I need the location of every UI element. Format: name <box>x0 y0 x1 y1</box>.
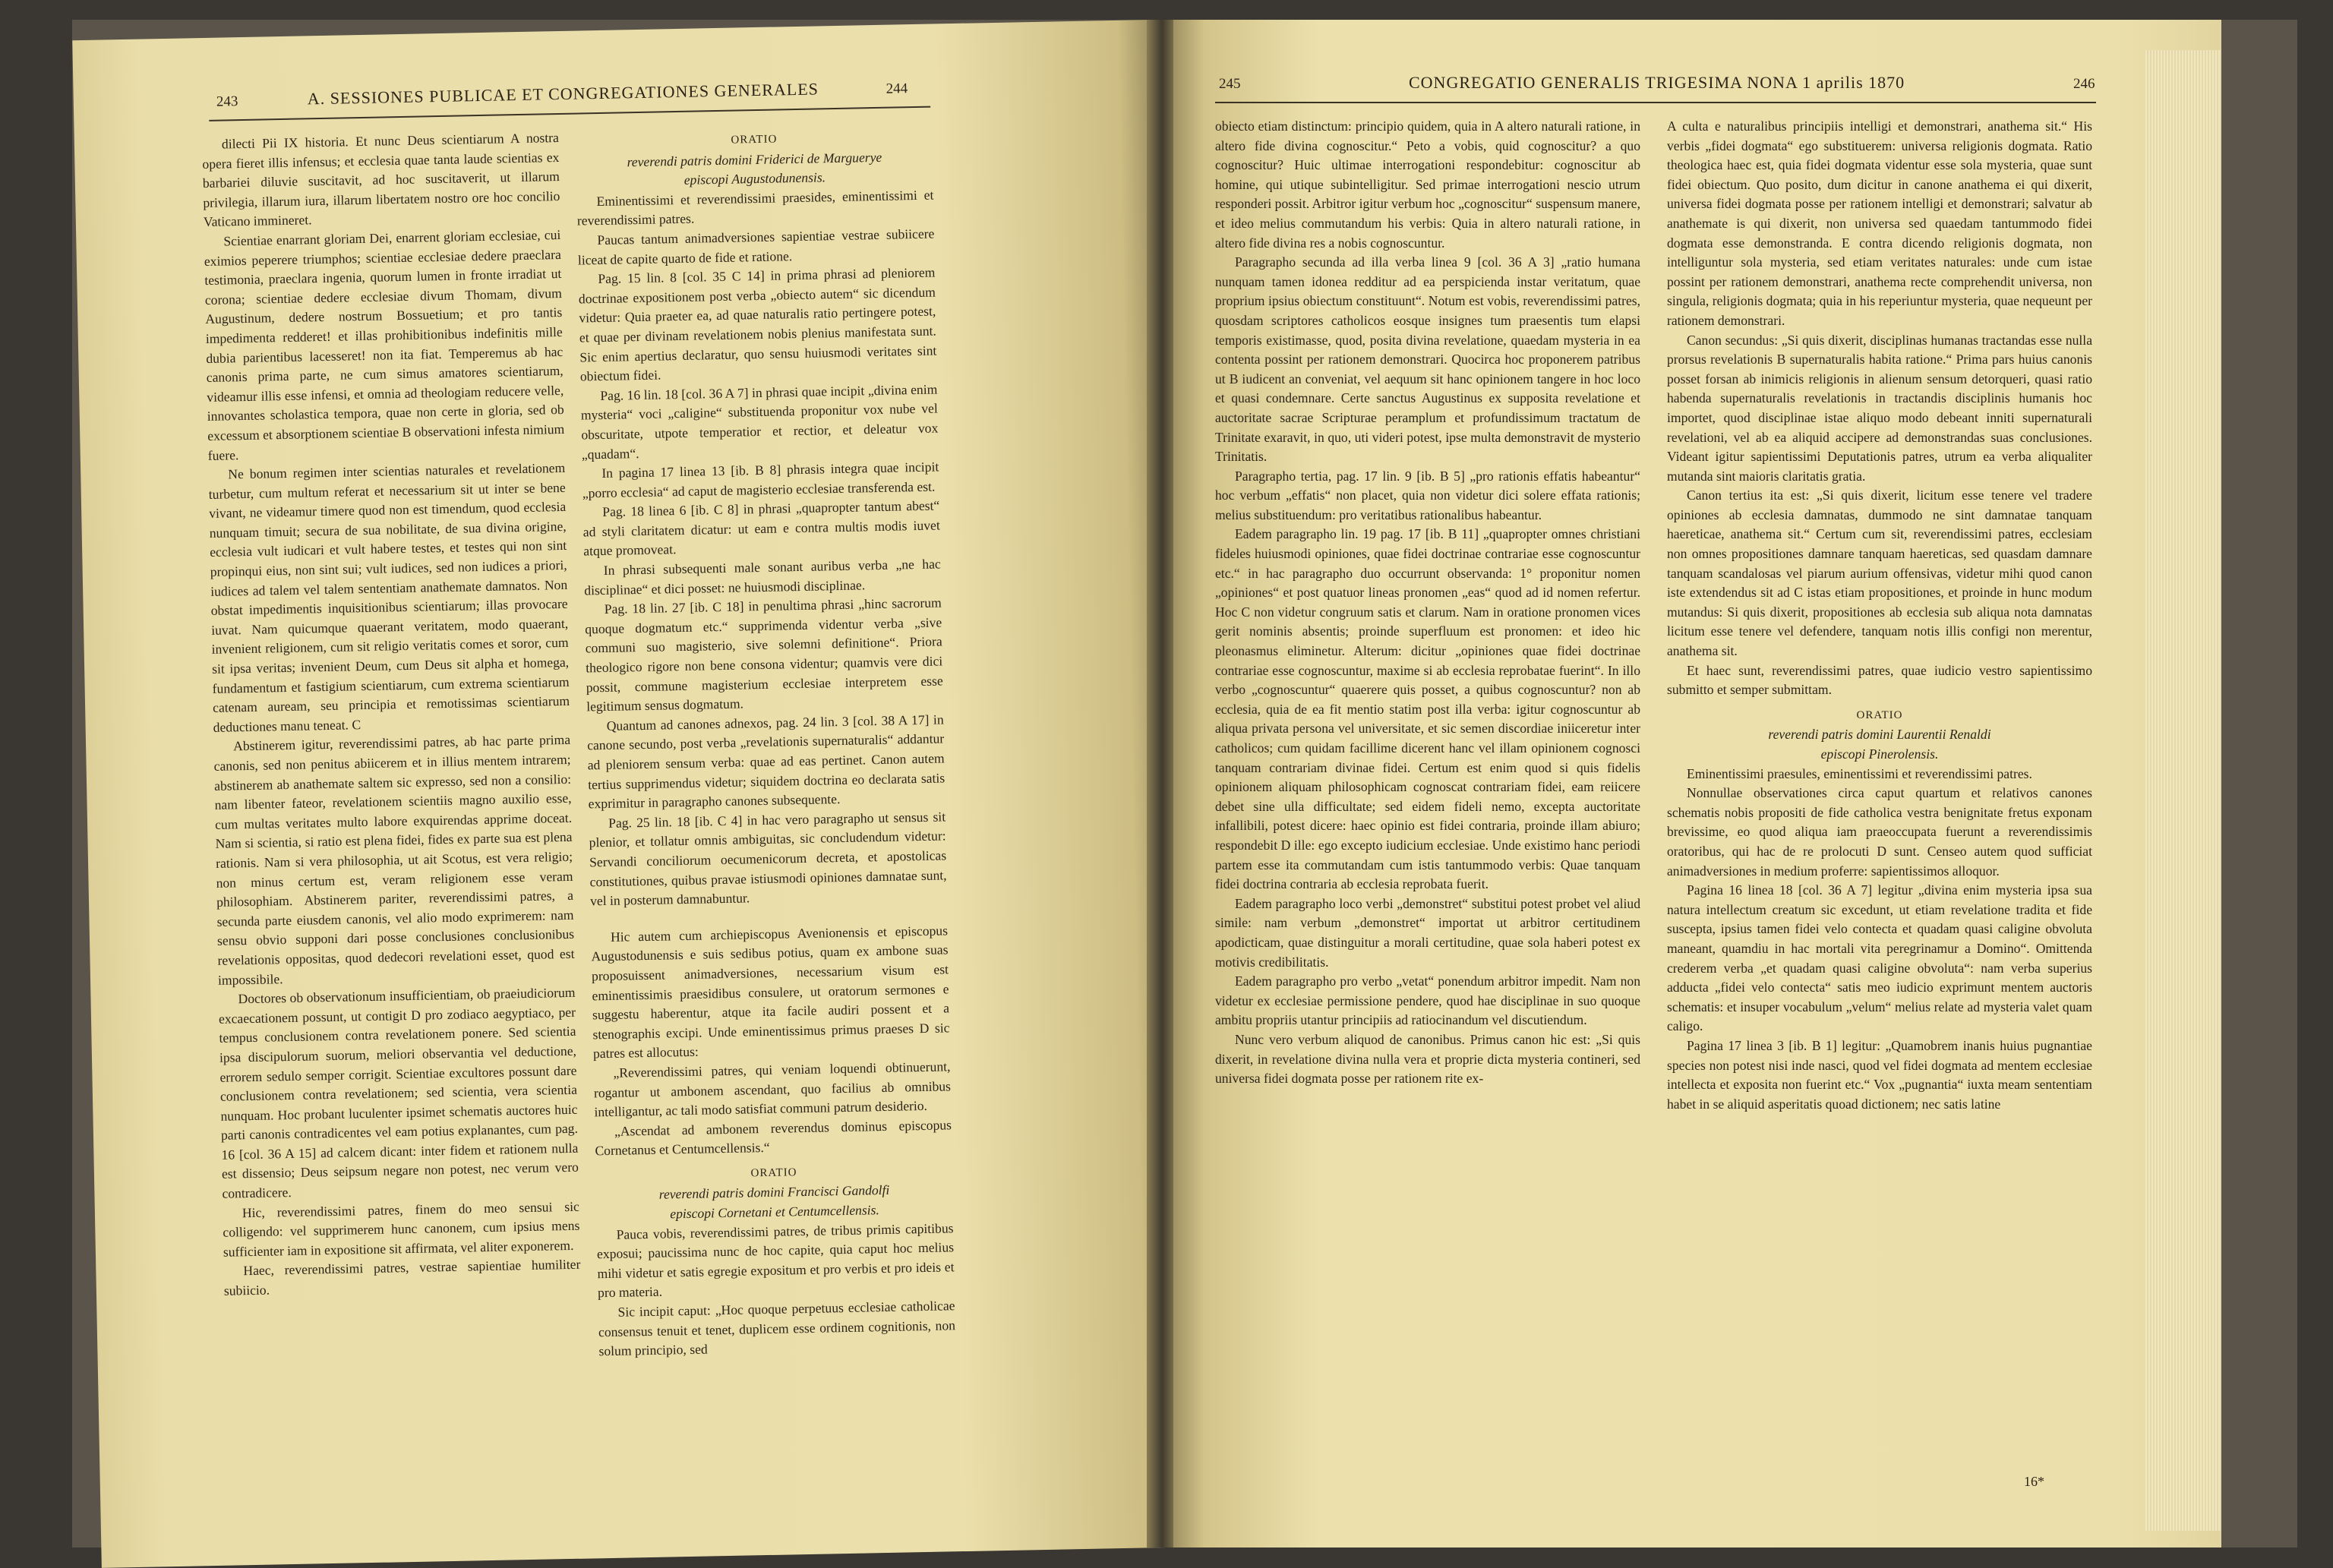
paragraph: Pag. 16 lin. 18 [col. 36 A 7] in phrasi quae incipit „divina enim mysteria“ voci „caligine“ substituenda proponitur vox nube vel obscuritate, utpote temperatior et rectior, et deleatur vox „quadam“. <box>580 381 939 462</box>
paragraph: Paucas tantum animadversiones sapientiae vestrae subiicere liceat de capite quarto de fide et ratione. <box>577 226 935 268</box>
right-column-2 <box>1667 117 2092 1114</box>
left-column-2 <box>576 121 956 1362</box>
paragraph: Nunc vero verbum aliquod de canonibus. Primus canon hic est: „Si quis dixerit, in revelatione divina nulla vera et proprie dicta mysteria contineri, sed universa fidei dogmata posse per rationem rite ex- <box>1215 1031 1640 1087</box>
left-page <box>72 20 1179 1568</box>
book-spread <box>72 20 2297 1547</box>
oratio-heading: ORATIO <box>750 1166 797 1180</box>
oratio-heading: ORATIO <box>731 133 778 147</box>
paragraph: „Ascendat ad ambonem reverendus dominus episcopus Cornetanus et Centumcellensis.“ <box>595 1116 952 1159</box>
paragraph: Pagina 17 linea 3 [ib. B 1] legitur: „Quamobrem inanis huius pugnantiae species non potest nisi inde nasci, quod vel fidei dogmata ad mentem ecclesiae intellecta et exposita non fuerint etc.“ Vox „pugnantia“ iuxta meam sententiam habet in se aliquid asperitatis quoad dictionem; nec satis latine <box>1667 1037 2092 1112</box>
paragraph: Pag. 18 linea 6 [ib. C 8] in phrasi „quapropter tantum abest“ ad styli claritatem dicatur: ut eam e contra multis modis iuvet atque promoveat. <box>582 497 940 559</box>
left-column-1 <box>202 128 581 1301</box>
left-running-head: A. SESSIONES PUBLICAE ET CONGREGATIONES GENERALES <box>307 79 819 109</box>
signature-mark: 16* <box>2024 1474 2044 1489</box>
paragraph: Eadem paragrapho lin. 19 pag. 17 [ib. B 11] „quapropter omnes christiani fideles huiusmodi opiniones, quae fidei doctrinae contrariae esse cognoscuntur etc.“ in hac paragrapho duo occurrunt observanda: 1° proponitur nomen „opiniones“ et post quatuor lineas pronomen „eas“ quod ad id nomen refertur. Hoc C non videtur congruum satis et clarum. Nam in oratione pronomen vices gerit nominis absentis; proinde superfluum est pronomen: et ideo hic pleonasmus eliminetur. Alterum: dicitur „opiniones quae fidei doctrinae contrariae esse cognoscuntur, maxime si ab ecclesia reprobatae fuerint“. In illo verbo „cognoscuntur“ quaerere quis posset, a quibus cognoscuntur? non ab ecclesia, quia de ea fit mentio statim post illa verba: igitur cognoscuntur ab aliqua privata persona vel universitate, et sic semen discordiae iniiceretur inter catholicos; cum quidam facillime dicerent hanc vel illam opinionem cognosci tanquam contrariam divinae fidei. Certum est enim quod si quis fidelis opinionem aliquam philosophicam cognoscat contrariam fidei, eam reiicere debet sine ulla difficultate; sed eidem fideli nemo, excepta auctoritate infallibili, potest dicere: haec opinio est fidei contraria, proinde illam abiuro; respondebit D ille: ego excepto iudicium ecclesiae. Unde existimo hanc periodi partem esse ita commutandam cum istis tantummodo verbis: Quae tanquam fidei doctrina contraria ab ecclesia reprobata fuerit. <box>1215 526 1640 892</box>
left-page-number-b: 244 <box>886 80 908 97</box>
paragraph: Hic, reverendissimi patres, finem do meo sensui sic colligendo: vel supprimerem hunc canonem, cum ipsius mens sufficienter iam in expositione sit affirmata, vel aliter exponerem. <box>223 1198 580 1260</box>
orator-line: episcopi Augustodunensis. <box>683 169 826 188</box>
right-page <box>1173 20 2221 1547</box>
right-column-1 <box>1215 117 1640 1089</box>
right-page-number-b: 246 <box>2073 76 2095 92</box>
paragraph: Quantum ad canones adnexos, pag. 24 lin. 3 [col. 38 A 17] in canone secundo, post verba „revelationis supernaturalis“ addantur ad pleniorem sensum verba: quae ad eas pertinet. Canon autem tertius supprimendus videtur; siquidem doctrina eo declarata satis exprimitur in paragrapho canones subsequente. <box>587 711 946 812</box>
orator-line: episcopi Cornetani et Centumcellensis. <box>670 1202 880 1222</box>
paragraph: Nonnullae observationes circa caput quartum et relativos canones schematis nobis propositi de fide catholica vestra benignitate fretus exponam brevissime, eo quod aliqua iam praeoccupata fuerunt a reverendissimis oratoribus, qui hac de re prolocuti D sunt. Censeo autem quod sufficiat animadversiones in medium proferre: sapientissimos alloquor. <box>1667 785 2092 879</box>
right-head-rule <box>1215 102 2096 103</box>
paragraph: Haec, reverendissimi patres, vestrae sapientiae humiliter subiicio. <box>223 1257 581 1298</box>
paragraph: Canon tertius ita est: „Si quis dixerit, licitum esse tenere vel tradere opiniones ab ecclesia damnatas, dummodo ne sint damnatae tanquam haereticae, anathema sit.“ Certum cum sit, reverendissimi patres, ecclesiam non omnes propositiones damnare tanquam haereticas, sed quasdam damnare tanquam scandalosas vel piarum aurium offensivas, videtur mihi quod canon iste extendendus sit ad C istas etiam propositiones, et proinde in hunc modum mutandus: Si quis dixerit, propositiones ab ecclesia sub aliqua nota damnatas licitum esse tenere vel defendere, tanquam notis illis configi non merentur, anathema sit. <box>1667 487 2092 659</box>
paragraph: Canon secundus: „Si quis dixerit, disciplinas humanas tractandas esse nulla prorsus revelationis B supernaturalis habita ratione.“ Prima pars huius canonis posset forsan ab inimicis religionis in alienum sensum detorqueri, quasi ratio habenda supernaturalis revelationis in tractandis disciplinis humanis hoc importet, quod disciplinae istae aliquo modo debeant inniti supernaturali revelationi, vel ab ea aliquid accipere ad demonstrandas suas conclusiones. Videant igitur sapientissimi Deputationis patres, utrum ea verba aliqualiter mutanda sint maioris claritatis gratia. <box>1667 332 2092 484</box>
paragraph: Pag. 15 lin. 8 [col. 35 C 14] in prima phrasi ad pleniorem doctrinae expositionem post verba „obiecto autem“ sic dicendum videtur: Quia praeter ea, ad quae naturalis ratio pertingere potest, et quae per divinam revelationem nobis plenius manifestata sunt. Sic enim apertius declaratur, quo sensu huiusmodi veritates sint obiectum fidei. <box>578 264 937 384</box>
paragraph: Eadem paragrapho pro verbo „vetat“ ponendum arbitror impedit. Nam non videtur ex ecclesiae permissione pendere, quod hae disciplinae in suo quoque ambitu propriis utantur principiis ad ratiocinandum vel discutiendum. <box>1215 973 1640 1028</box>
right-page-number-a: 245 <box>1219 76 1241 92</box>
paragraph: Eminentissimi praesules, eminentissimi et reverendissimi patres. <box>1687 765 2032 781</box>
oratio-heading: ORATIO <box>1856 708 1903 721</box>
paragraph: A culta e naturalibus principiis intelligi et demonstrari, anathema sit.“ His verbis „fidei dogmata“ ego substituerem: universa religionis dogmata. Ratio theologica haec est, quia fidei dogmata videntur esse sola mysteria, quae sunt fidei obiectum. Quo posito, dum dicitur in canone anathema ei qui dixerit, universa fidei dogmata posse per rationem intelligi et demonstrari; salvatur ab anathemate is qui dixerit, non universa sed quaedam tantummodo fidei dogmata esse demonstranda. E contra dicendo religionis dogmata, non intelliguntur sola mysteria, sed etiam veritates naturales: unde cum istae possint per rationem demonstrari, anathema recte comprehendit universa, non singula, religionis dogmata; quia in his reperiuntur mysteria, quae nequeunt per rationem demonstrari. <box>1667 118 2092 328</box>
orator-line: reverendi patris domini Francisci Gandolfi <box>658 1182 890 1203</box>
paragraph: obiecto etiam distinctum: principio quidem, quia in A altero naturali ratione, in altero fide divina cognoscitur.“ Peto a vobis, quid cognoscitur? a quo cognoscitur? Huic ultimae interrogationi respondebitur: cognoscitur ab homine, qui utique subintelligitur. Sed primae interrogationi nescio utrum responderi possit. Arbitror igitur verbum hoc „cognoscitur“ suspensum manere, et ideo melius commutandum his verbis: Quia in altero naturali ratione, in altero fide divina res a nobis cognoscuntur. <box>1215 118 1640 251</box>
paragraph: dilecti Pii IX historia. Et nunc Deus scientiarum A nostra opera fieret illis infensus; et ecclesia quae tanta laude scientias ex barbariei diluvie suscitavit, ad hoc suscitaverit, ut illarum privilegia, illarum iura, illarum libertatem nostro ore hoc concilio Vaticano immineret. <box>202 129 560 230</box>
paragraph: Et haec sunt, reverendissimi patres, quae iudicio vestro sapientissimo submitto et semper submittam. <box>1667 662 2092 698</box>
paragraph: Paragrapho secunda ad illa verba linea 9 [col. 36 A 3] „ratio humana nunquam tamen idonea redditur ad ea perspicienda instar veritatum, quae proprium ipsius obiectum constituunt“. Notum est vobis, reverendissimi patres, quosdam scriptores catholicos eosque insignes tum praesentis tum elapsi temporis existimasse, quod, posita divina revelatione, quaedam mysteria in ea contenta possint per rationem demonstrari. Quocirca hoc proponerem patribus ut B iudicent an conveniat, vel aequum sit hanc opinionem tangere in hoc loco et quasi condemnare. Certe sanctus Augustinus ex supposita revelatione et auctoritate sacrae Scripturae peramplum et profundissimum tractatum de Trinitate exaravit, in quo, uti videri potest, ipse multa demonstravit de mysterio Trinitatis. <box>1215 254 1640 465</box>
orator-line: reverendi patris domini Friderici de Marguerye <box>627 149 882 169</box>
paragraph: Pag. 25 lin. 18 [ib. C 4] in hac vero paragrapho ut sensus sit plenior, et tollatur omnis ambiguitas, sic concludendum videtur: Servandi conciliorum oecumenicorum decreta, et apostolicas constitutiones, quibus pravae istiusmodi opiniones damnatae sunt, vel in posterum damnabuntur. <box>589 809 947 909</box>
paragraph: „Reverendissimi patres, qui veniam loquendi obtinuerunt, rogantur ut ambonem ascendant, quo facilius ab omnibus intelligantur, ac tali modo satisfiat communi patrum desiderio. <box>593 1058 952 1120</box>
paragraph: Sic incipit caput: „Hoc quoque perpetuus ecclesiae catholicae consensus tenuit et tenet, duplicem esse ordinem cognitionis, non solum principio, sed <box>598 1298 956 1359</box>
orator-line: reverendi patris domini Laurentii Renaldi <box>1768 727 1991 743</box>
paragraph: Abstinerem igitur, reverendissimi patres, ab hac parte prima canonis, sed non penitus abiicerem et in illius mentem intrarem; abstinerem ab anathemate saltem sic expresso, sed non a consilio: nam libenter fateor, revelationem scientiis magno auxilio esse, cum multas veritates multo labore exquirendas apprime doceat. Nam si scientia, si ratio est plena fidei, fides ex parte sua est plena rationis. Nam si vera philosophia, ut ait Scotus, est vera religio; non minus certum est, veram religionem esse veram philosophiam. Abstinerem pariter, reverendissimi patres, a secunda parte eiusdem canonis, vel alio modo exprimerem: nam sensu obvio supponi dari posse conclusiones conclusionibus revelationis oppositas, quod dedecori revelationi esset, quod est impossibile. <box>213 732 575 988</box>
left-page-number-a: 243 <box>216 93 238 110</box>
paragraph: In phrasi subsequenti male sonant auribus verba „ne hac disciplinae“ et dici posset: ne huiusmodi disciplinae. <box>584 556 941 598</box>
page-edges <box>2145 50 2221 1531</box>
paragraph: Paragrapho tertia, pag. 17 lin. 9 [ib. B 5] „pro rationis effatis habeantur“ hoc verbum „effatis“ non placet, quia non videtur dici solere effata rationis; melius substituendum: pro veritatibus rationalibus habeantur. <box>1215 468 1640 522</box>
paragraph: Pag. 18 lin. 27 [ib. C 18] in penultima phrasi „hinc sacrorum quoque dogmatum etc.“ supprimenda videntur verba „sive communi suo magisterio, sive solemni definitione“. Priora theologico rigore non bene consona videntur; quamvis vere dici possit, commune magisterium ecclesiae interpretem esse legitimum sensus dogmatum. <box>585 595 943 715</box>
paragraph: Ne bonum regimen inter scientias naturales et revelationem turbetur, cum multum referat et necessarium sit ut inter se bene vivant, ne videamur timere quod non est timendum, quod ecclesia nunquam timuit; secura de sua nobilitate, de sua divina origine, ecclesia vult iudicari et vult habere testes, et testes qui non sint propinqui eius, non sint sui; vult iudices, sed non iudices a priori, iudices ad talem vel talem sententiam anathemate damnatos. Non obstat impedimentis inquisitionibus scientiarum; illas provocare iuvat. Nam quicumque quaerant veritatem, modo quaerant, invenient religionem, cum sit religio veritatis comes et soror, cum sit ipsa veritas; invenient Deum, cum Deus sit alpha et homega, fundamentum et fastigium scientiarum, cum extrema scientiarum catenam auream, seu principia et remotissimas scientiarum deductiones manu teneat. C <box>208 460 570 735</box>
paragraph: Doctores ob observationum insufficientiam, ob praeiudiciorum excaecationem possunt, ut contigit D pro zodiaco aegyptiaco, per tempus conclusionem contra revelationem ponere. Sed scientia ipsa discipulorum suorum, meliori observantia vel deductione, errorem sedulo semper corrigit. Scientiae excultores possunt dare conclusionem contra revelationem; sed scientia, vera scientia nunquam. Hoc probant luculenter ipsimet schematis auctores huic parti canonis contradicentes vel eam potius explanantes, cum pag. 16 [col. 36 A 15] ad calcem dicant: inter fidem et rationem nulla est dissensio; Deus seipsum negare non potest, nec verum vero contradicere. <box>218 984 579 1201</box>
right-running-head: CONGREGATIO GENERALIS TRIGESIMA NONA 1 aprilis 1870 <box>1409 73 1905 92</box>
paragraph: Eminentissimi et reverendissimi praesides, eminentissimi et reverendissimi patres. <box>576 187 934 229</box>
book-gutter <box>1147 20 1177 1547</box>
paragraph: Hic autem cum archiepiscopus Avenionensis et episcopus Augustodunensis e suis sedibus potius, quam ex ambone suas proposuissent animadversiones, necessarium visum est eminentissimis praesidibus consulere, ut oratorum sermones e suggestu haberentur, atque ita facile audiri possent et a stenographis excipi. Unde eminentissimus primus praeses D sic patres est allocutus: <box>591 923 950 1062</box>
orator-line: episcopi Pinerolensis. <box>1820 746 1939 762</box>
paragraph: Pagina 16 linea 18 [col. 36 A 7] legitur „divina enim mysteria ipsa sua natura intellectum creatum sic excedunt, ut etiam revelatione tradita et fide suscepta, ipsius tamen fidei velo contecta et quadam quasi caligine obvoluta maneant, quamdiu in hac mortali vita peregrinamur a Domino“. Omittenda crederem verba „et quadam quasi caligine obvoluta“: nam verba superius adducta „fidei velo contecta“ satis meo iudicio exprimunt mentem auctoris schematis: et insuper vocabulum „velum“ melius relate ad mysteria valet quam caligo. <box>1667 882 2092 1034</box>
paragraph: Pauca vobis, reverendissimi patres, de tribus primis capitibus exposui; paucissima nunc de hoc capite, quia caput hoc melius mihi videtur et satis egregie expositum et pro verbis et pro ideis et pro materia. <box>596 1219 955 1301</box>
paragraph: Scientiae enarrant gloriam Dei, enarrent gloriam ecclesiae, cui eximios peperere triumphos; scientiae ecclesiae dedere praeclara testimonia, praeclara ingenia, quorum lumen in fronte irradiat ut corona; scientiae dedere ecclesiae divum Thomam, divum Augustinum, dedere nostrum Bossuetium; et pro tantis impedimenta redderet! et illas prohibitionibus indefinitis mille dubia parientibus lacesseret! non ita fiat. Temperemus ab hac canonis prima parte, ne cum simus amatores scientiarum, videamur illis esse infensi, et omnia ad theologiam reducere velle, innovantes scholastica tempora, quae non certe in gloria, sed ob excessum et absorptionem scientiae B observationi infesta nimium fuere. <box>204 226 565 463</box>
paragraph: Eadem paragrapho loco verbi „demonstret“ substitui potest probet vel aliud simile: nam verbum „demonstret“ importat ut arbitror certitudinem apodicticam, quae distinguitur a morali certitudine, quae sola haberi potest ex motivis credibilitatis. <box>1215 895 1640 970</box>
paragraph: In pagina 17 linea 13 [ib. B 8] phrasis integra quae incipit „porro ecclesia“ ad caput de magisterio ecclesiae transferenda est. <box>582 459 939 501</box>
